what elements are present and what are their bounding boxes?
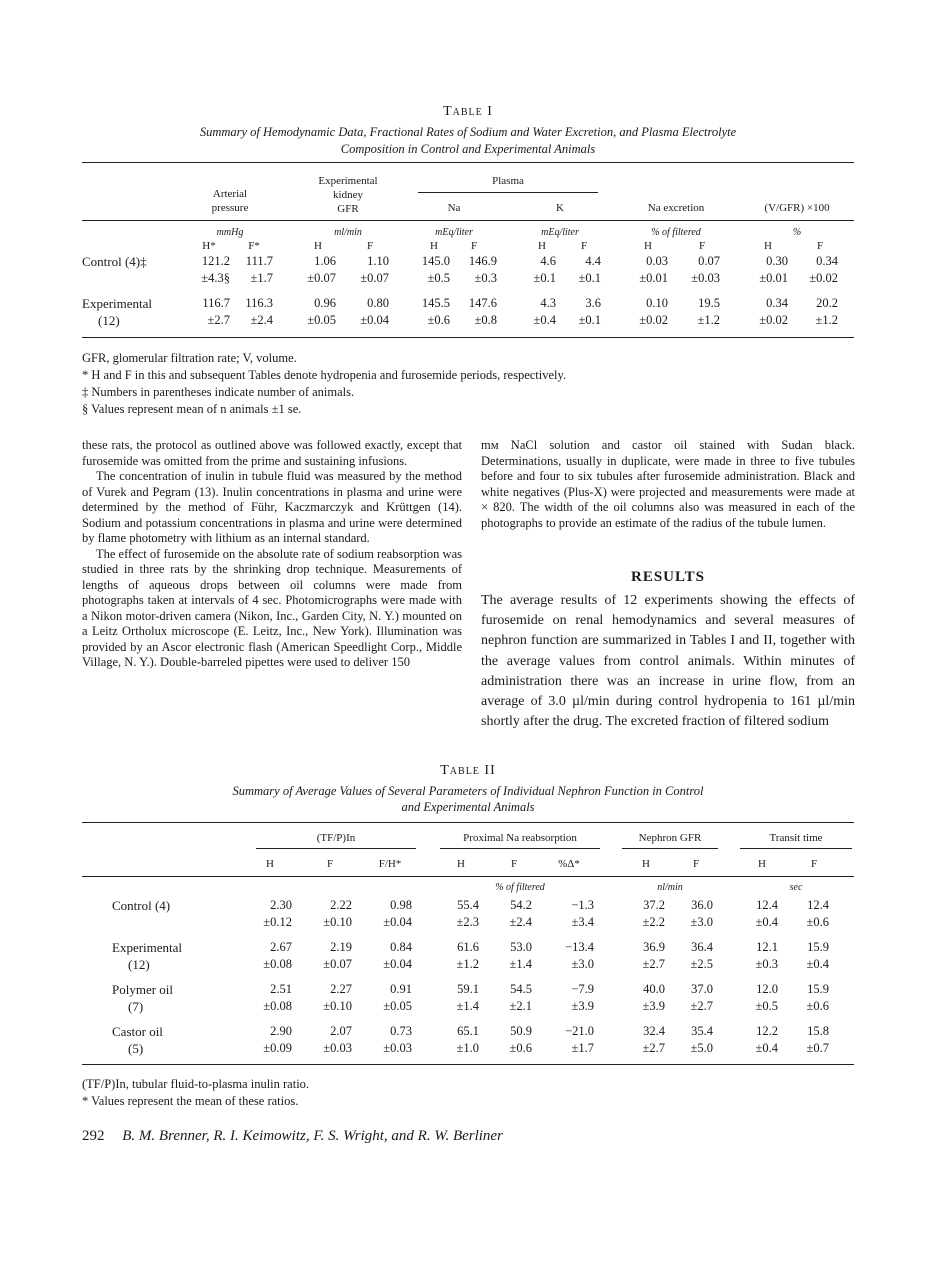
table-cell-se: ±0.05 (307, 313, 336, 327)
table-1-subhead: F (698, 240, 706, 252)
table-1-bottom-rule (82, 337, 854, 338)
table-cell-se: ±0.02 (639, 313, 668, 327)
table-cell-mean: 15.8 (807, 1024, 829, 1038)
table-cell-se: ±3.0 (571, 957, 594, 971)
table-cell-se: ±0.6 (509, 1041, 532, 1055)
table-2-unit-proximal: % of filtered (495, 882, 545, 893)
table-1-top-rule (82, 162, 854, 163)
table-2-header-nephron-gfr: Nephron GFR (638, 832, 702, 844)
table-cell-mean: 37.2 (643, 898, 665, 912)
table-cell-mean: −21.0 (565, 1024, 594, 1038)
table-1-header-na: Na (447, 202, 461, 214)
table-cell-se: ±3.9 (642, 999, 665, 1013)
table-1-subhead: H (764, 240, 772, 252)
table-cell-mean: 0.30 (766, 254, 788, 268)
table-cell-mean: 111.7 (245, 254, 273, 268)
table-cell-se: ±3.9 (571, 999, 594, 1013)
table-cell-se: ±1.0 (456, 1041, 479, 1055)
table-cell-se: ±0.03 (691, 271, 720, 285)
table-2-subhead: H (642, 858, 650, 870)
table-cell-se: ±0.6 (806, 915, 829, 929)
row-label: Control (4) (112, 898, 171, 913)
table-cell-mean: 2.90 (270, 1024, 292, 1038)
table-cell-se: ±0.08 (263, 957, 292, 971)
table-cell-se: ±0.07 (360, 271, 389, 285)
table-2-bottom-rule (82, 1064, 854, 1065)
table-cell-se: ±0.4 (755, 1041, 778, 1055)
table-2-subhead: F (810, 858, 818, 870)
table-1-header-v-gfr: (V/GFR) ×100 (764, 202, 830, 214)
table-cell-se: ±1.2 (697, 313, 720, 327)
table-cell-mean: 32.4 (643, 1024, 665, 1038)
table-1-subhead: H (538, 240, 546, 252)
table-cell-mean: 2.07 (330, 1024, 352, 1038)
table-cell-se: ±0.05 (383, 999, 412, 1013)
table-1-header-arterial: Arterial (212, 188, 248, 200)
table-cell-se: ±0.3 (755, 957, 778, 971)
row-label-count: (7) (128, 999, 144, 1014)
table-cell-se: ±2.7 (690, 999, 713, 1013)
table-cell-se: ±1.4 (456, 999, 479, 1013)
table-2-subhead: H (758, 858, 766, 870)
table-cell-se: ±0.12 (263, 915, 292, 929)
table-cell-mean: 0.80 (367, 296, 389, 310)
table-cell-mean: 50.9 (510, 1024, 532, 1038)
row-label-count: (12) (128, 957, 150, 972)
table-cell-mean: 59.1 (457, 982, 479, 996)
table-cell-mean: 0.03 (646, 254, 668, 268)
row-label: Polymer oil (112, 982, 174, 997)
table-cell-mean: 54.5 (510, 982, 532, 996)
table-2-unit-nephron-gfr: nl/min (657, 882, 683, 893)
table-cell-mean: 2.22 (330, 898, 352, 912)
table-cell-se: ±0.08 (263, 999, 292, 1013)
table-2-header-tfp: (TF/P)In (316, 832, 356, 844)
table-cell-mean: 37.0 (691, 982, 713, 996)
table-cell-mean: 0.10 (646, 296, 668, 310)
table-1-header-gfr: GFR (337, 203, 359, 215)
table-1-caption-line-2: Composition in Control and Experimental Animals (340, 142, 596, 156)
table-cell-se: ±0.04 (383, 915, 412, 929)
table-1-subhead: F* (248, 240, 260, 252)
table-1-plasma-rule (418, 192, 598, 193)
table-2-subhead: H (457, 858, 465, 870)
table-2-header-transit: Transit time (769, 832, 823, 844)
table-cell-mean: 4.6 (540, 254, 556, 268)
table-1-subhead: F (366, 240, 374, 252)
page-footer (82, 1128, 503, 1145)
table-2-group-rule (256, 848, 416, 849)
table-cell-mean: 15.9 (807, 940, 829, 954)
table-cell-mean: 36.0 (691, 898, 713, 912)
paragraph: The effect of furosemide on the absolute rate of sodium reabsorption was studied in three rats by the shrinking drop technique. Measurements of lengths of aqueous drops between oil columns were made from photographs taken at intervals of 4 sec. Photomicrographs were made with a Nikon motor-driven camera (Nikon, Inc., Garden City, N. Y.) mounted on a Leitz Ortholux microscope (E. Leitz, Inc., New York). Illumination was provided by an Ascor electronic flash (American Speedlight Corp., Middle Village, N. Y.). Double-barreled pipettes were used to deliver 150 (82, 546, 462, 669)
table-1-note: * H and F in this and subsequent Tables denote hydropenia and furosemide periods, respectively. (82, 368, 567, 382)
table-1-unit-na: mEq/liter (435, 227, 473, 238)
table-1-title: Table I (443, 104, 493, 119)
table-cell-mean: 12.4 (807, 898, 829, 912)
table-cell-se: ±3.4 (571, 915, 594, 929)
table-cell-mean: −13.4 (565, 940, 594, 954)
table-cell-se: ±2.4 (509, 915, 532, 929)
table-2-subhead: F (510, 858, 518, 870)
table-cell-mean: 12.0 (756, 982, 778, 996)
table-2-header-proximal: Proximal Na reabsorption (463, 832, 577, 844)
paragraph: mм NaCl solution and castor oil stained with Sudan black. Determinations, usually in duplicate, were made in three to five tubules before and four to six tubules after furosemide administration. Black and white negatives (Plus-X) were projected and measurements were made at × 820. The width of the oil columns also was measured in each of the photographs to provide an estimate of the radius of the tubule lumen. (481, 438, 855, 530)
table-cell-mean: 116.7 (202, 296, 230, 310)
table-2-subhead: F (326, 858, 334, 870)
table-cell-se: ±0.04 (383, 957, 412, 971)
row-label: Experimental (82, 296, 153, 311)
table-1-header-kidney: kidney (333, 189, 363, 201)
table-1-subhead: H (644, 240, 652, 252)
table-2-subhead: H (266, 858, 274, 870)
table-cell-se: ±0.4 (806, 957, 829, 971)
table-cell-mean: 116.3 (245, 296, 273, 310)
results-heading: RESULTS (631, 569, 705, 585)
table-2-group-rule (622, 848, 718, 849)
table-1-header-plasma: Plasma (492, 175, 524, 187)
table-cell-se: ±0.1 (578, 271, 601, 285)
table-cell-mean: 0.91 (390, 982, 412, 996)
table-cell-mean: 1.06 (314, 254, 336, 268)
table-1-header-rule (82, 220, 854, 221)
table-1-subhead: H (430, 240, 438, 252)
table-cell-se: ±0.01 (759, 271, 788, 285)
table-cell-mean: −7.9 (571, 982, 594, 996)
table-cell-se: ±0.07 (323, 957, 352, 971)
table-cell-se: ±0.1 (533, 271, 556, 285)
table-cell-se: ±1.7 (250, 271, 273, 285)
table-cell-se: ±0.03 (323, 1041, 352, 1055)
table-cell-se: ±0.1 (578, 313, 601, 327)
table-cell-mean: 0.84 (390, 940, 412, 954)
table-cell-mean: 121.2 (201, 254, 230, 268)
table-cell-mean: 65.1 (457, 1024, 479, 1038)
table-cell-se: ±2.2 (642, 915, 665, 929)
table-cell-mean: 4.4 (585, 254, 601, 268)
table-cell-mean: −1.3 (571, 898, 594, 912)
table-cell-se: ±2.7 (642, 957, 665, 971)
table-2-note: * Values represent the mean of these ratios. (82, 1094, 299, 1108)
table-2-group-rule (740, 848, 852, 849)
table-cell-mean: 145.0 (421, 254, 450, 268)
table-1-subhead: F (470, 240, 478, 252)
table-cell-se: ±0.02 (809, 271, 838, 285)
table-cell-se: ±0.7 (806, 1041, 829, 1055)
table-cell-mean: 19.5 (698, 296, 720, 310)
table-cell-mean: 2.30 (270, 898, 292, 912)
table-cell-mean: 2.51 (270, 982, 292, 996)
row-label-count: (12) (98, 313, 120, 328)
table-2-subhead: %Δ* (558, 858, 580, 870)
table-1-unit-arterial: mmHg (216, 227, 244, 238)
table-2-unit-transit: sec (789, 882, 803, 893)
table-1-subhead: F (816, 240, 824, 252)
table-cell-se: ±0.5 (755, 999, 778, 1013)
table-cell-mean: 3.6 (585, 296, 601, 310)
table-cell-se: ±4.3§ (201, 271, 230, 285)
table-2-subhead: F (692, 858, 700, 870)
table-cell-mean: 0.34 (816, 254, 838, 268)
table-cell-se: ±5.0 (690, 1041, 713, 1055)
left-column (82, 438, 462, 671)
page-number: 292 (82, 1128, 105, 1144)
table-cell-mean: 61.6 (457, 940, 479, 954)
table-cell-se: ±0.3 (474, 271, 497, 285)
table-cell-mean: 2.27 (330, 982, 352, 996)
table-cell-mean: 145.5 (421, 296, 450, 310)
paragraph: these rats, the protocol as outlined above was followed exactly, except that furosemide was omitted from the prime and sustaining infusions. (82, 438, 462, 468)
table-cell-mean: 4.3 (540, 296, 556, 310)
table-cell-se: ±0.5 (427, 271, 450, 285)
table-cell-mean: 2.19 (330, 940, 352, 954)
table-cell-se: ±1.4 (509, 957, 532, 971)
table-2-top-rule (82, 822, 854, 823)
table-1-unit-na-excretion: % of filtered (651, 227, 701, 238)
table-1-header-k: K (556, 202, 564, 214)
table-cell-se: ±0.03 (383, 1041, 412, 1055)
table-2-group-rule (440, 848, 600, 849)
table-cell-se: ±0.10 (323, 915, 352, 929)
table-cell-se: ±2.4 (250, 313, 273, 327)
table-cell-mean: 12.2 (756, 1024, 778, 1038)
table-cell-se: ±3.0 (690, 915, 713, 929)
table-1-header-experimental: Experimental (318, 175, 378, 187)
table-cell-se: ±0.01 (639, 271, 668, 285)
table-cell-mean: 147.6 (468, 296, 497, 310)
row-label: Castor oil (112, 1024, 163, 1039)
table-2-caption-line-2: and Experimental Animals (401, 800, 535, 814)
table-cell-mean: 35.4 (691, 1024, 713, 1038)
table-2-title: Table II (440, 763, 496, 778)
table-cell-se: ±0.6 (427, 313, 450, 327)
table-cell-mean: 40.0 (643, 982, 665, 996)
table-1-unit-v-gfr: % (792, 227, 802, 238)
table-1-header-pressure: pressure (211, 202, 249, 214)
table-cell-se: ±2.7 (207, 313, 230, 327)
table-1-subhead: F (580, 240, 588, 252)
table-cell-mean: 0.73 (390, 1024, 412, 1038)
table-2-note: (TF/P)In, tubular fluid-to-plasma inulin ratio. (82, 1077, 310, 1091)
table-1-note: § Values represent mean of n animals ±1 se. (82, 402, 302, 416)
table-1-subhead: H (314, 240, 322, 252)
row-label: Experimental (112, 940, 183, 955)
footer-authors: B. M. Brenner, R. I. Keimowitz, F. S. Wright, and R. W. Berliner (122, 1128, 503, 1144)
table-1-header-na-excretion: Na excretion (647, 202, 705, 214)
right-column-top (481, 438, 855, 531)
table-cell-se: ±2.3 (456, 915, 479, 929)
table-cell-mean: 53.0 (510, 940, 532, 954)
table-1-note: ‡ Numbers in parentheses indicate number of animals. (82, 385, 355, 399)
table-cell-mean: 146.9 (468, 254, 497, 268)
table-1-subhead: H* (202, 240, 216, 252)
table-cell-se: ±0.4 (755, 915, 778, 929)
table-cell-se: ±0.07 (307, 271, 336, 285)
table-cell-se: ±1.2 (456, 957, 479, 971)
table-2-header-rule (82, 876, 854, 877)
table-cell-mean: 0.07 (698, 254, 720, 268)
table-cell-mean: 0.34 (766, 296, 788, 310)
table-cell-mean: 12.1 (756, 940, 778, 954)
table-1-caption-line-1: Summary of Hemodynamic Data, Fractional Rates of Sodium and Water Excretion, and Plasma Electrolyte (199, 125, 737, 139)
row-label-count: (5) (128, 1041, 144, 1056)
table-cell-se: ±1.2 (815, 313, 838, 327)
results-paragraph: The average results of 12 experiments showing the effects of furosemide on renal hemodynamics and several measures of nephron function are summarized in Tables I and II, together with the average values from control animals. Within minutes of administration there was an increase in urine flow, from an average of 3.0 µl/min during control hydropenia to 161 µl/min shortly after the drug. The excreted fraction of filtered sodium (481, 593, 855, 730)
paragraph: The concentration of inulin in tubule fluid was measured by the method of Vurek and Pegram (13). Inulin concentrations in plasma and urine were determined by the method of Führ, Kaczmarczyk and Krüttgen (14). Sodium and potassium concentrations in plasma and urine were determined by flame photometry with lithium as an internal standard. (82, 469, 462, 545)
row-label: Control (4)‡ (82, 254, 147, 269)
table-2-caption-line-1: Summary of Average Values of Several Parameters of Individual Nephron Function in Control (232, 784, 704, 798)
table-cell-mean: 12.4 (756, 898, 778, 912)
table-cell-se: ±0.04 (360, 313, 389, 327)
table-cell-mean: 0.96 (314, 296, 336, 310)
table-cell-mean: 2.67 (270, 940, 292, 954)
table-1-unit-gfr: ml/min (334, 227, 362, 238)
table-cell-mean: 15.9 (807, 982, 829, 996)
table-cell-mean: 0.98 (390, 898, 412, 912)
table-cell-mean: 36.4 (691, 940, 713, 954)
table-2-subhead: F/H* (378, 858, 402, 870)
table-cell-mean: 36.9 (643, 940, 665, 954)
table-cell-se: ±2.5 (690, 957, 713, 971)
table-cell-se: ±2.7 (642, 1041, 665, 1055)
table-cell-mean: 20.2 (816, 296, 838, 310)
table-cell-se: ±0.02 (759, 313, 788, 327)
table-cell-mean: 54.2 (510, 898, 532, 912)
table-1-unit-k: mEq/liter (541, 227, 579, 238)
table-cell-mean: 1.10 (367, 254, 389, 268)
table-1-note: GFR, glomerular filtration rate; V, volume. (82, 351, 297, 365)
table-cell-se: ±1.7 (571, 1041, 594, 1055)
table-cell-se: ±0.6 (806, 999, 829, 1013)
table-cell-se: ±2.1 (509, 999, 532, 1013)
table-cell-mean: 55.4 (457, 898, 479, 912)
table-cell-se: ±0.4 (533, 313, 556, 327)
table-cell-se: ±0.8 (474, 313, 497, 327)
table-cell-se: ±0.10 (323, 999, 352, 1013)
table-cell-se: ±0.09 (263, 1041, 292, 1055)
